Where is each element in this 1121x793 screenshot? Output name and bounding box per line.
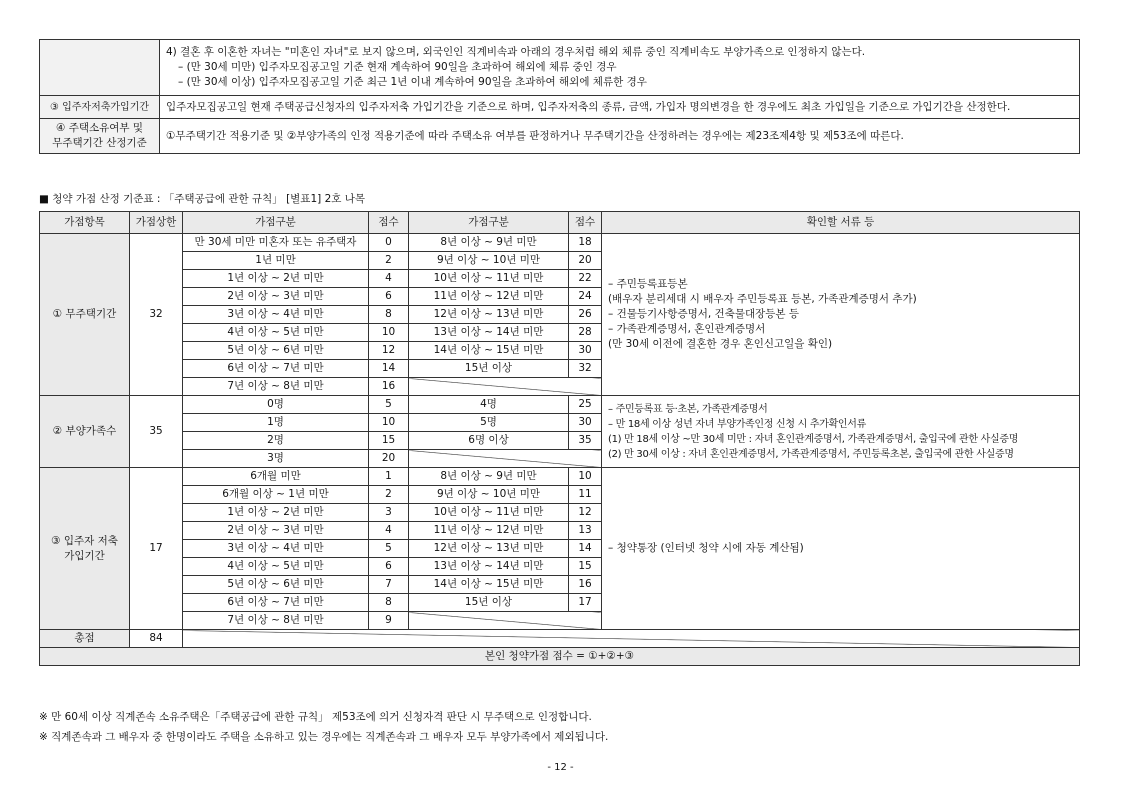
score-cell: 26: [569, 306, 602, 324]
category-cell: 13년 이상 ~ 14년 미만: [409, 324, 569, 342]
header-max: 가점상한: [130, 212, 183, 234]
total-value: 84: [130, 630, 183, 648]
docs-line: (배우자 분리세대 시 배우자 주민등록표 등본, 가족관계증명서 추가): [608, 293, 917, 305]
category-cell: 10년 이상 ~ 11년 미만: [409, 270, 569, 288]
header-docs: 확인할 서류 등: [602, 212, 1080, 234]
score-cell: 15: [569, 558, 602, 576]
category-cell: 6년 이상 ~ 7년 미만: [183, 594, 369, 612]
category-cell: 9년 이상 ~ 10년 미만: [409, 486, 569, 504]
category-cell: 만 30세 미만 미혼자 또는 유주택자: [183, 234, 369, 252]
category-cell: 4명: [409, 396, 569, 414]
docs-line: (만 30세 이전에 결혼한 경우 혼인신고일을 확인): [608, 338, 833, 350]
score-cell: 9: [369, 612, 409, 630]
total-blank: [183, 630, 1080, 648]
criteria-label: [40, 119, 160, 154]
category-cell: 3년 이상 ~ 4년 미만: [183, 540, 369, 558]
score-cell: 11: [569, 486, 602, 504]
category-cell: 4년 이상 ~ 5년 미만: [183, 558, 369, 576]
docs-line: (1) 만 18세 이상 ~만 30세 미만 : 자녀 혼인관계증명서, 가족관계증명서, 출입국에 관한 사실증명: [608, 433, 1019, 445]
score-cell: 14: [569, 540, 602, 558]
score-cell: 15: [369, 432, 409, 450]
header-score: 점수: [569, 212, 602, 234]
score-cell: 5: [369, 540, 409, 558]
group-savings-period: [40, 468, 1080, 630]
criteria-row-1: [40, 40, 1080, 96]
score-cell: 2: [369, 252, 409, 270]
score-cell: 16: [369, 378, 409, 396]
category-cell: 12년 이상 ~ 13년 미만: [409, 306, 569, 324]
category-cell: 9년 이상 ~ 10년 미만: [409, 252, 569, 270]
group-name: [40, 468, 130, 630]
category-cell: 13년 이상 ~ 14년 미만: [409, 558, 569, 576]
criteria-label-line: ④ 주택소유여부 및: [55, 122, 144, 134]
category-cell: 1년 이상 ~ 2년 미만: [183, 504, 369, 522]
note: ※ 만 60세 이상 직계존속 소유주택은「주택공급에 관한 규칙」 제53조에 의거 신청자격 판단 시 무주택으로 인정합니다.: [39, 711, 592, 723]
docs-line: – 주민등록표 등·초본, 가족관계증명서: [608, 403, 768, 415]
score-cell: 6: [369, 288, 409, 306]
group-name: [40, 234, 130, 396]
score-cell: 12: [569, 504, 602, 522]
total-label: 총점: [40, 630, 130, 648]
score-cell: 10: [569, 468, 602, 486]
docs-cell: – 청약통장 (인터넷 청약 시에 자동 계산됨): [602, 468, 1080, 630]
category-cell: 0명: [183, 396, 369, 414]
category-cell: 14년 이상 ~ 15년 미만: [409, 576, 569, 594]
score-cell: 20: [369, 450, 409, 468]
score-cell: 20: [569, 252, 602, 270]
score-row: [40, 396, 1080, 414]
score-cell: 32: [569, 360, 602, 378]
category-cell: 11년 이상 ~ 12년 미만: [409, 288, 569, 306]
score-cell: 22: [569, 270, 602, 288]
score-cell: 6: [369, 558, 409, 576]
score-cell: 4: [369, 522, 409, 540]
category-cell: 1명: [183, 414, 369, 432]
score-row: [40, 468, 1080, 486]
score-cell: 10: [369, 324, 409, 342]
score-cell: 24: [569, 288, 602, 306]
group-name-line: ② 부양가족수: [52, 425, 117, 437]
score-cell: 0: [369, 234, 409, 252]
score-cell: 13: [569, 522, 602, 540]
category-cell: 1년 이상 ~ 2년 미만: [183, 270, 369, 288]
score-cell: 4: [369, 270, 409, 288]
category-cell: 2년 이상 ~ 3년 미만: [183, 522, 369, 540]
score-cell: 35: [569, 432, 602, 450]
docs-line: – 만 18세 이상 성년 자녀 부양가족인정 신청 시 추가확인서류: [608, 418, 867, 430]
criteria-label: ③ 입주자저축가입기간: [40, 96, 160, 119]
criteria-table: [39, 39, 1080, 154]
score-cell: 12: [369, 342, 409, 360]
header-row: [40, 212, 1080, 234]
category-cell: 4년 이상 ~ 5년 미만: [183, 324, 369, 342]
criteria-line: 4) 결혼 후 이혼한 자녀는 "미혼인 자녀"로 보지 않으며, 외국인인 직계비속과 아래의 경우처럼 해외 체류 중인 직계비속도 부양가족으로 인정하지 않는다.: [166, 46, 866, 58]
score-cell: 28: [569, 324, 602, 342]
criteria-content: ①무주택기간 적용기준 및 ②부양가족의 인정 적용기준에 따라 주택소유 여부를 판정하거나 무주택기간을 산정하려는 경우에는 제23조제4항 및 제53조에 따른다.: [160, 119, 1080, 154]
group-max: 17: [130, 468, 183, 630]
docs-line: – 건물등기사항증명서, 건축물대장등본 등: [608, 308, 800, 320]
group-max: 35: [130, 396, 183, 468]
score-cell: 3: [369, 504, 409, 522]
category-cell: 2년 이상 ~ 3년 미만: [183, 288, 369, 306]
category-cell: 15년 이상: [409, 360, 569, 378]
category-cell: 14년 이상 ~ 15년 미만: [409, 342, 569, 360]
docs-line: – 가족관계증명서, 혼인관계증명서: [608, 323, 766, 335]
category-cell: 3년 이상 ~ 4년 미만: [183, 306, 369, 324]
category-cell: 5년 이상 ~ 6년 미만: [183, 342, 369, 360]
docs-cell: [602, 396, 1080, 468]
score-cell: 14: [369, 360, 409, 378]
category-cell: 8년 이상 ~ 9년 미만: [409, 234, 569, 252]
score-cell: 8: [369, 594, 409, 612]
group-homeless-period: [40, 234, 1080, 396]
criteria-line: – (만 30세 미만) 입주자모집공고일 기준 현재 계속하여 90일을 초과하여 해외에 체류 중인 경우: [178, 61, 617, 73]
category-cell: 6개월 이상 ~ 1년 미만: [183, 486, 369, 504]
score-cell: 30: [569, 414, 602, 432]
header-item: 가점항목: [40, 212, 130, 234]
score-cell: 8: [369, 306, 409, 324]
category-cell: 2명: [183, 432, 369, 450]
criteria-label-line: 무주택기간 산정기준: [52, 137, 147, 149]
category-cell: 15년 이상: [409, 594, 569, 612]
category-cell: 6명 이상: [409, 432, 569, 450]
group-name: [40, 396, 130, 468]
blank-cell: [409, 378, 602, 396]
score-cell: 2: [369, 486, 409, 504]
category-cell: 6개월 미만: [183, 468, 369, 486]
category-cell: 10년 이상 ~ 11년 미만: [409, 504, 569, 522]
score-cell: 5: [369, 396, 409, 414]
group-name-line: ③ 입주자 저축: [51, 534, 118, 547]
score-cell: 17: [569, 594, 602, 612]
category-cell: 7년 이상 ~ 8년 미만: [183, 378, 369, 396]
category-cell: 3명: [183, 450, 369, 468]
criteria-row-2: [40, 96, 1080, 119]
score-formula: 본인 청약가점 점수 = ①+②+③: [40, 648, 1080, 666]
page-number: - 12 -: [547, 762, 574, 773]
criteria-row-3: [40, 119, 1080, 154]
score-cell: 10: [369, 414, 409, 432]
score-cell: 18: [569, 234, 602, 252]
blank-cell: [409, 450, 602, 468]
header-category: 가점구분: [409, 212, 569, 234]
formula-row: [40, 648, 1080, 666]
category-cell: 11년 이상 ~ 12년 미만: [409, 522, 569, 540]
category-cell: 5명: [409, 414, 569, 432]
note: ※ 직계존속과 그 배우자 중 한명이라도 주택을 소유하고 있는 경우에는 직계존속과 그 배우자 모두 부양가족에서 제외됩니다.: [39, 731, 609, 743]
group-max: 32: [130, 234, 183, 396]
header-score: 점수: [369, 212, 409, 234]
category-cell: 1년 미만: [183, 252, 369, 270]
group-name-line: 가입기간: [64, 549, 105, 562]
category-cell: 8년 이상 ~ 9년 미만: [409, 468, 569, 486]
category-cell: 5년 이상 ~ 6년 미만: [183, 576, 369, 594]
score-cell: 1: [369, 468, 409, 486]
criteria-label-empty: [40, 40, 160, 96]
blank-cell: [409, 612, 602, 630]
score-cell: 16: [569, 576, 602, 594]
criteria-line: – (만 30세 이상) 입주자모집공고일 기준 최근 1년 이내 계속하여 90일을 초과하여 해외에 체류한 경우: [178, 76, 647, 88]
group-dependents: [40, 396, 1080, 468]
group-name-line: ① 무주택기간: [52, 308, 117, 320]
header-category: 가점구분: [183, 212, 369, 234]
score-table: [39, 211, 1080, 666]
section-title: ■ 청약 가점 산정 기준표 : 「주택공급에 관한 규칙」 [별표1] 2호 나목: [39, 193, 366, 205]
category-cell: 7년 이상 ~ 8년 미만: [183, 612, 369, 630]
score-cell: 7: [369, 576, 409, 594]
score-cell: 25: [569, 396, 602, 414]
category-cell: 6년 이상 ~ 7년 미만: [183, 360, 369, 378]
criteria-content: 입주자모집공고일 현재 주택공급신청자의 입주자저축 가입기간을 기준으로 하며, 입주자저축의 종류, 금액, 가입자 명의변경을 한 경우에도 최초 가입일을 기준으로 가입기간을 산정한다.: [160, 96, 1080, 119]
score-row: [40, 234, 1080, 252]
total-row: [40, 630, 1080, 648]
docs-line: – 주민등록표등본: [608, 278, 688, 290]
criteria-content: [160, 40, 1080, 96]
score-cell: 30: [569, 342, 602, 360]
docs-line: (2) 만 30세 이상 : 자녀 혼인관계증명서, 가족관계증명서, 주민등록초본, 출입국에 관한 사실증명: [608, 448, 1014, 460]
category-cell: 12년 이상 ~ 13년 미만: [409, 540, 569, 558]
docs-cell: [602, 234, 1080, 396]
